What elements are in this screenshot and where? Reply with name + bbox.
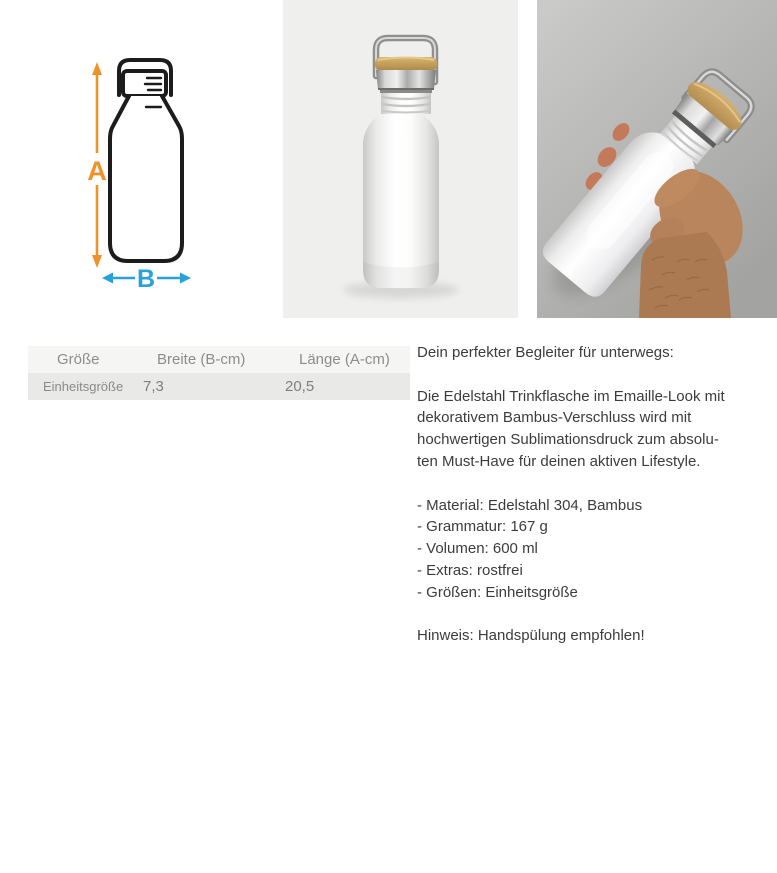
product-photo-front (283, 0, 518, 318)
description-line: dekorativem Bambus-Verschluss wird mit (417, 409, 692, 427)
bottle-in-hand-photo (537, 0, 777, 318)
size-table (28, 346, 410, 400)
bottle-outline (110, 96, 182, 261)
description-line (417, 473, 777, 495)
bottle-body (363, 114, 439, 288)
product-photo-hand (537, 0, 777, 318)
size-name-cell: Einheitsgröße (28, 373, 128, 400)
size-table-section (28, 346, 410, 400)
size-table-row (28, 373, 410, 400)
col-header-groesse: Größe (28, 346, 128, 373)
dimension-b-label: B (136, 265, 156, 293)
description-line (417, 604, 777, 626)
steel-band (376, 70, 436, 93)
size-diagram-panel (0, 0, 283, 320)
description-bullet-volumen: - Volumen: 600 ml (417, 540, 538, 558)
size-diagram (0, 0, 283, 320)
col-header-breite: Breite (B-cm) (128, 346, 270, 373)
neck-threads (381, 93, 431, 114)
col-header-laenge: Länge (A-cm) (270, 346, 410, 373)
description-line: ten Must-Have für deinen aktiven Lifestyle. (417, 452, 701, 470)
size-table-header-row (28, 346, 410, 373)
bottle-front-photo (283, 0, 518, 318)
width-value-cell: 7,3 (128, 373, 270, 400)
description-intro: Dein perfekter Begleiter für unterwegs: (417, 344, 674, 361)
product-description (417, 342, 777, 647)
description-bullet-groessen: - Größen: Einheitsgröße (417, 583, 578, 601)
description-line (417, 364, 777, 386)
description-note: Hinweis: Handspülung empfohlen! (417, 627, 645, 645)
description-bullet-grammatur: - Grammatur: 167 g (417, 518, 548, 536)
dimension-a-label: A (87, 156, 107, 186)
description-bullet-material: - Material: Edelstahl 304, Bambus (417, 496, 643, 514)
bamboo-lid (375, 57, 437, 71)
description-line: Die Edelstahl Trinkflasche im Emaille-Look mit (417, 387, 725, 405)
description-line: hochwertigen Sublimationsdruck zum absolu- (417, 431, 719, 449)
length-value-cell: 20,5 (270, 373, 410, 400)
description-bullet-extras: - Extras: rostfrei (417, 561, 523, 579)
